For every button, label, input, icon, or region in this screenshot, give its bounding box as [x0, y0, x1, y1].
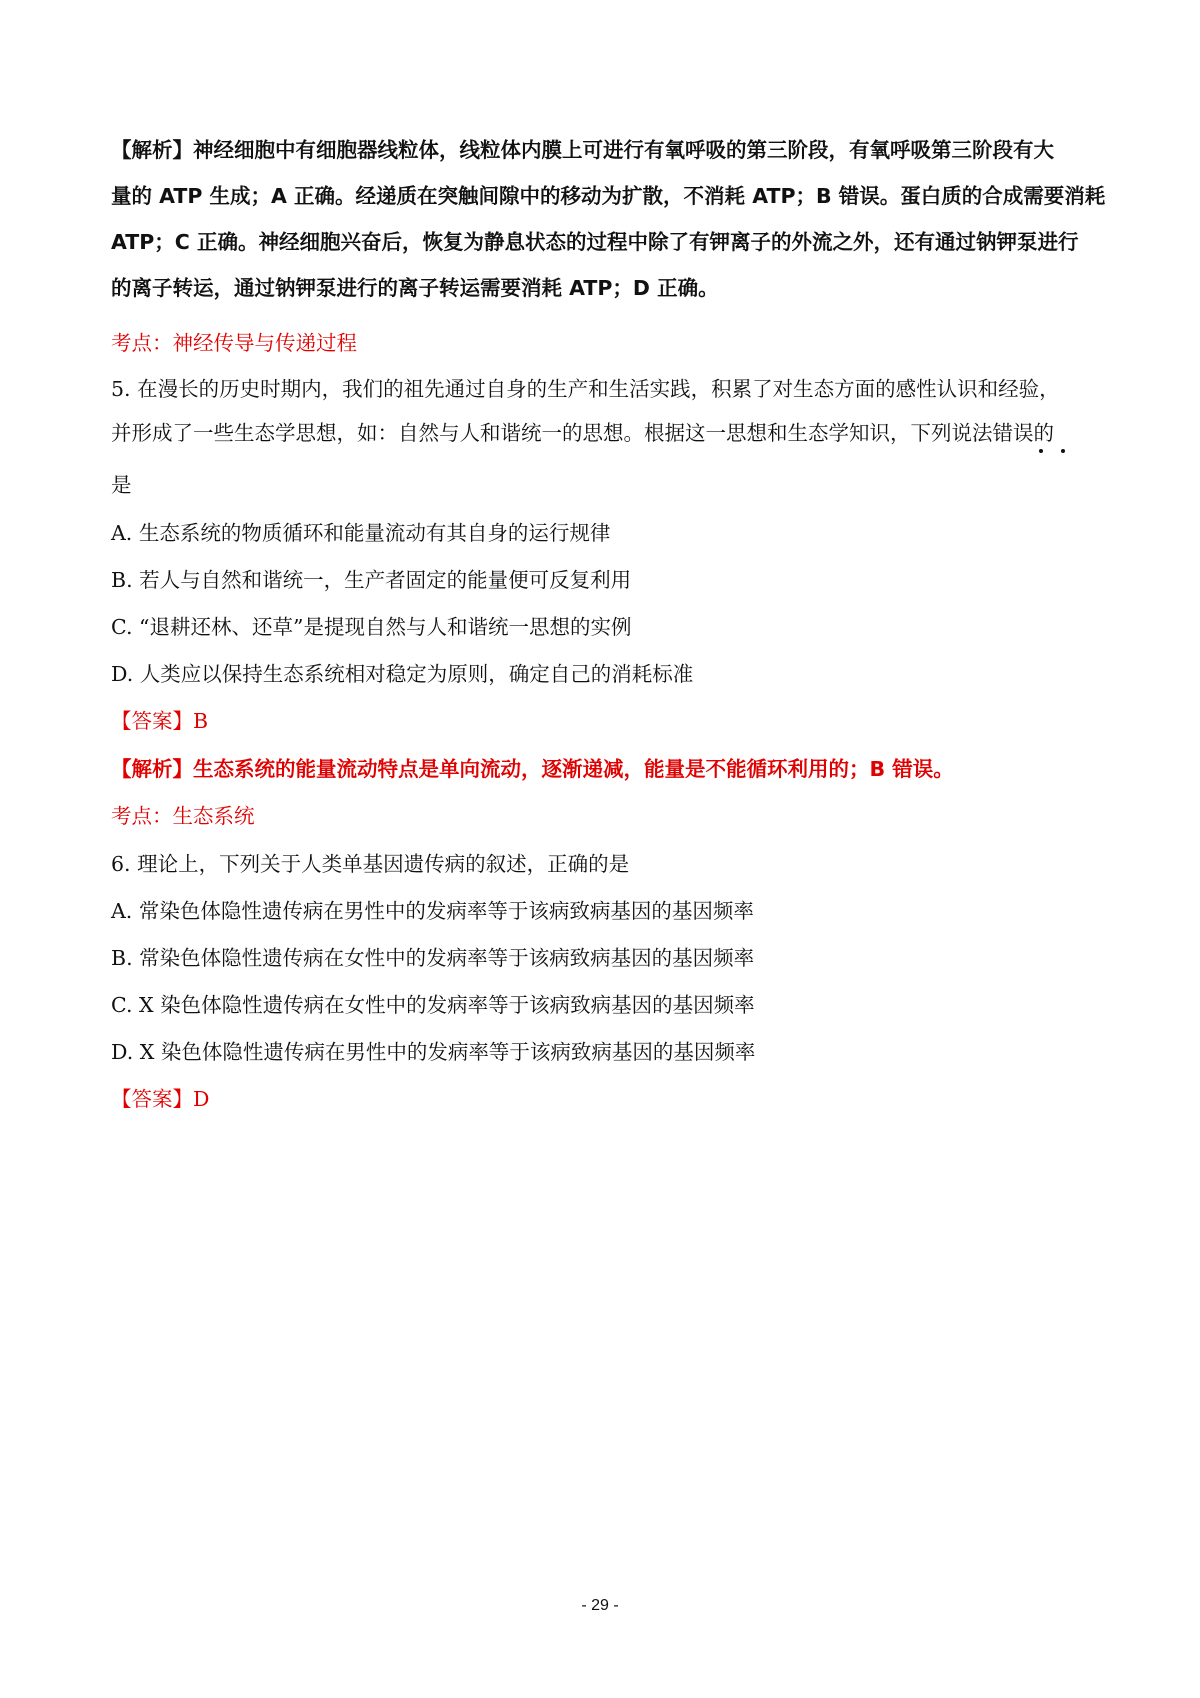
- question-stem: 6. 理论上，下列关于人类单基因遗传病的叙述，正确的是: [111, 852, 630, 876]
- kaodian-label: 考点：生态系统: [111, 804, 255, 828]
- option-b: B. 常染色体隐性遗传病在女性中的发病率等于该病致病基因的基因频率: [111, 946, 755, 970]
- option-d: D. X 染色体隐性遗传病在男性中的发病率等于该病致病基因的基因频率: [111, 1040, 756, 1064]
- analysis-line: ATP；C 正确。神经细胞兴奋后，恢复为静息状态的过程中除了有钾离子的外流之外，还有通过钠钾泵进行: [111, 230, 1079, 254]
- option-d: D. 人类应以保持生态系统相对稳定为原则，确定自己的消耗标准: [111, 662, 694, 686]
- emphasis-dot: [1039, 449, 1043, 453]
- answer: 【答案】D: [111, 1087, 210, 1111]
- option-b: B. 若人与自然和谐统一，生产者固定的能量便可反复利用: [111, 568, 632, 592]
- question-stem: 5. 在漫长的历史时期内，我们的祖先通过自身的生产和生活实践，积累了对生态方面的感性认识和经验，: [111, 377, 1060, 401]
- option-c: C. “退耕还林、还草”是提现自然与人和谐统一思想的实例: [111, 615, 632, 639]
- analysis-line: 量的 ATP 生成；A 正确。经递质在突触间隙中的移动为扩散，不消耗 ATP；B 错误。蛋白质的合成需要消耗: [111, 184, 1106, 208]
- emphasis-dot: [1061, 449, 1065, 453]
- answer: 【答案】B: [111, 709, 209, 733]
- analysis: 【解析】生态系统的能量流动特点是单向流动，逐渐递减，能量是不能循环利用的；B 错误。: [111, 757, 954, 781]
- option-a: A. 常染色体隐性遗传病在男性中的发病率等于该病致病基因的基因频率: [111, 899, 754, 923]
- question-stem: 并形成了一些生态学思想，如：自然与人和谐统一的思想。根据这一思想和生态学知识，下列说法错误的: [111, 421, 1054, 445]
- option-a: A. 生态系统的物质循环和能量流动有其自身的运行规律: [111, 521, 611, 545]
- question-stem: 是: [111, 473, 132, 497]
- analysis-line: 的离子转运，通过钠钾泵进行的离子转运需要消耗 ATP；D 正确。: [111, 276, 719, 300]
- kaodian-label: 考点：神经传导与传递过程: [111, 331, 357, 355]
- page-number: - 29 -: [581, 1597, 619, 1614]
- analysis-line: 【解析】神经细胞中有细胞器线粒体，线粒体内膜上可进行有氧呼吸的第三阶段，有氧呼吸第三阶段有大: [111, 138, 1054, 162]
- option-c: C. X 染色体隐性遗传病在女性中的发病率等于该病致病基因的基因频率: [111, 993, 755, 1017]
